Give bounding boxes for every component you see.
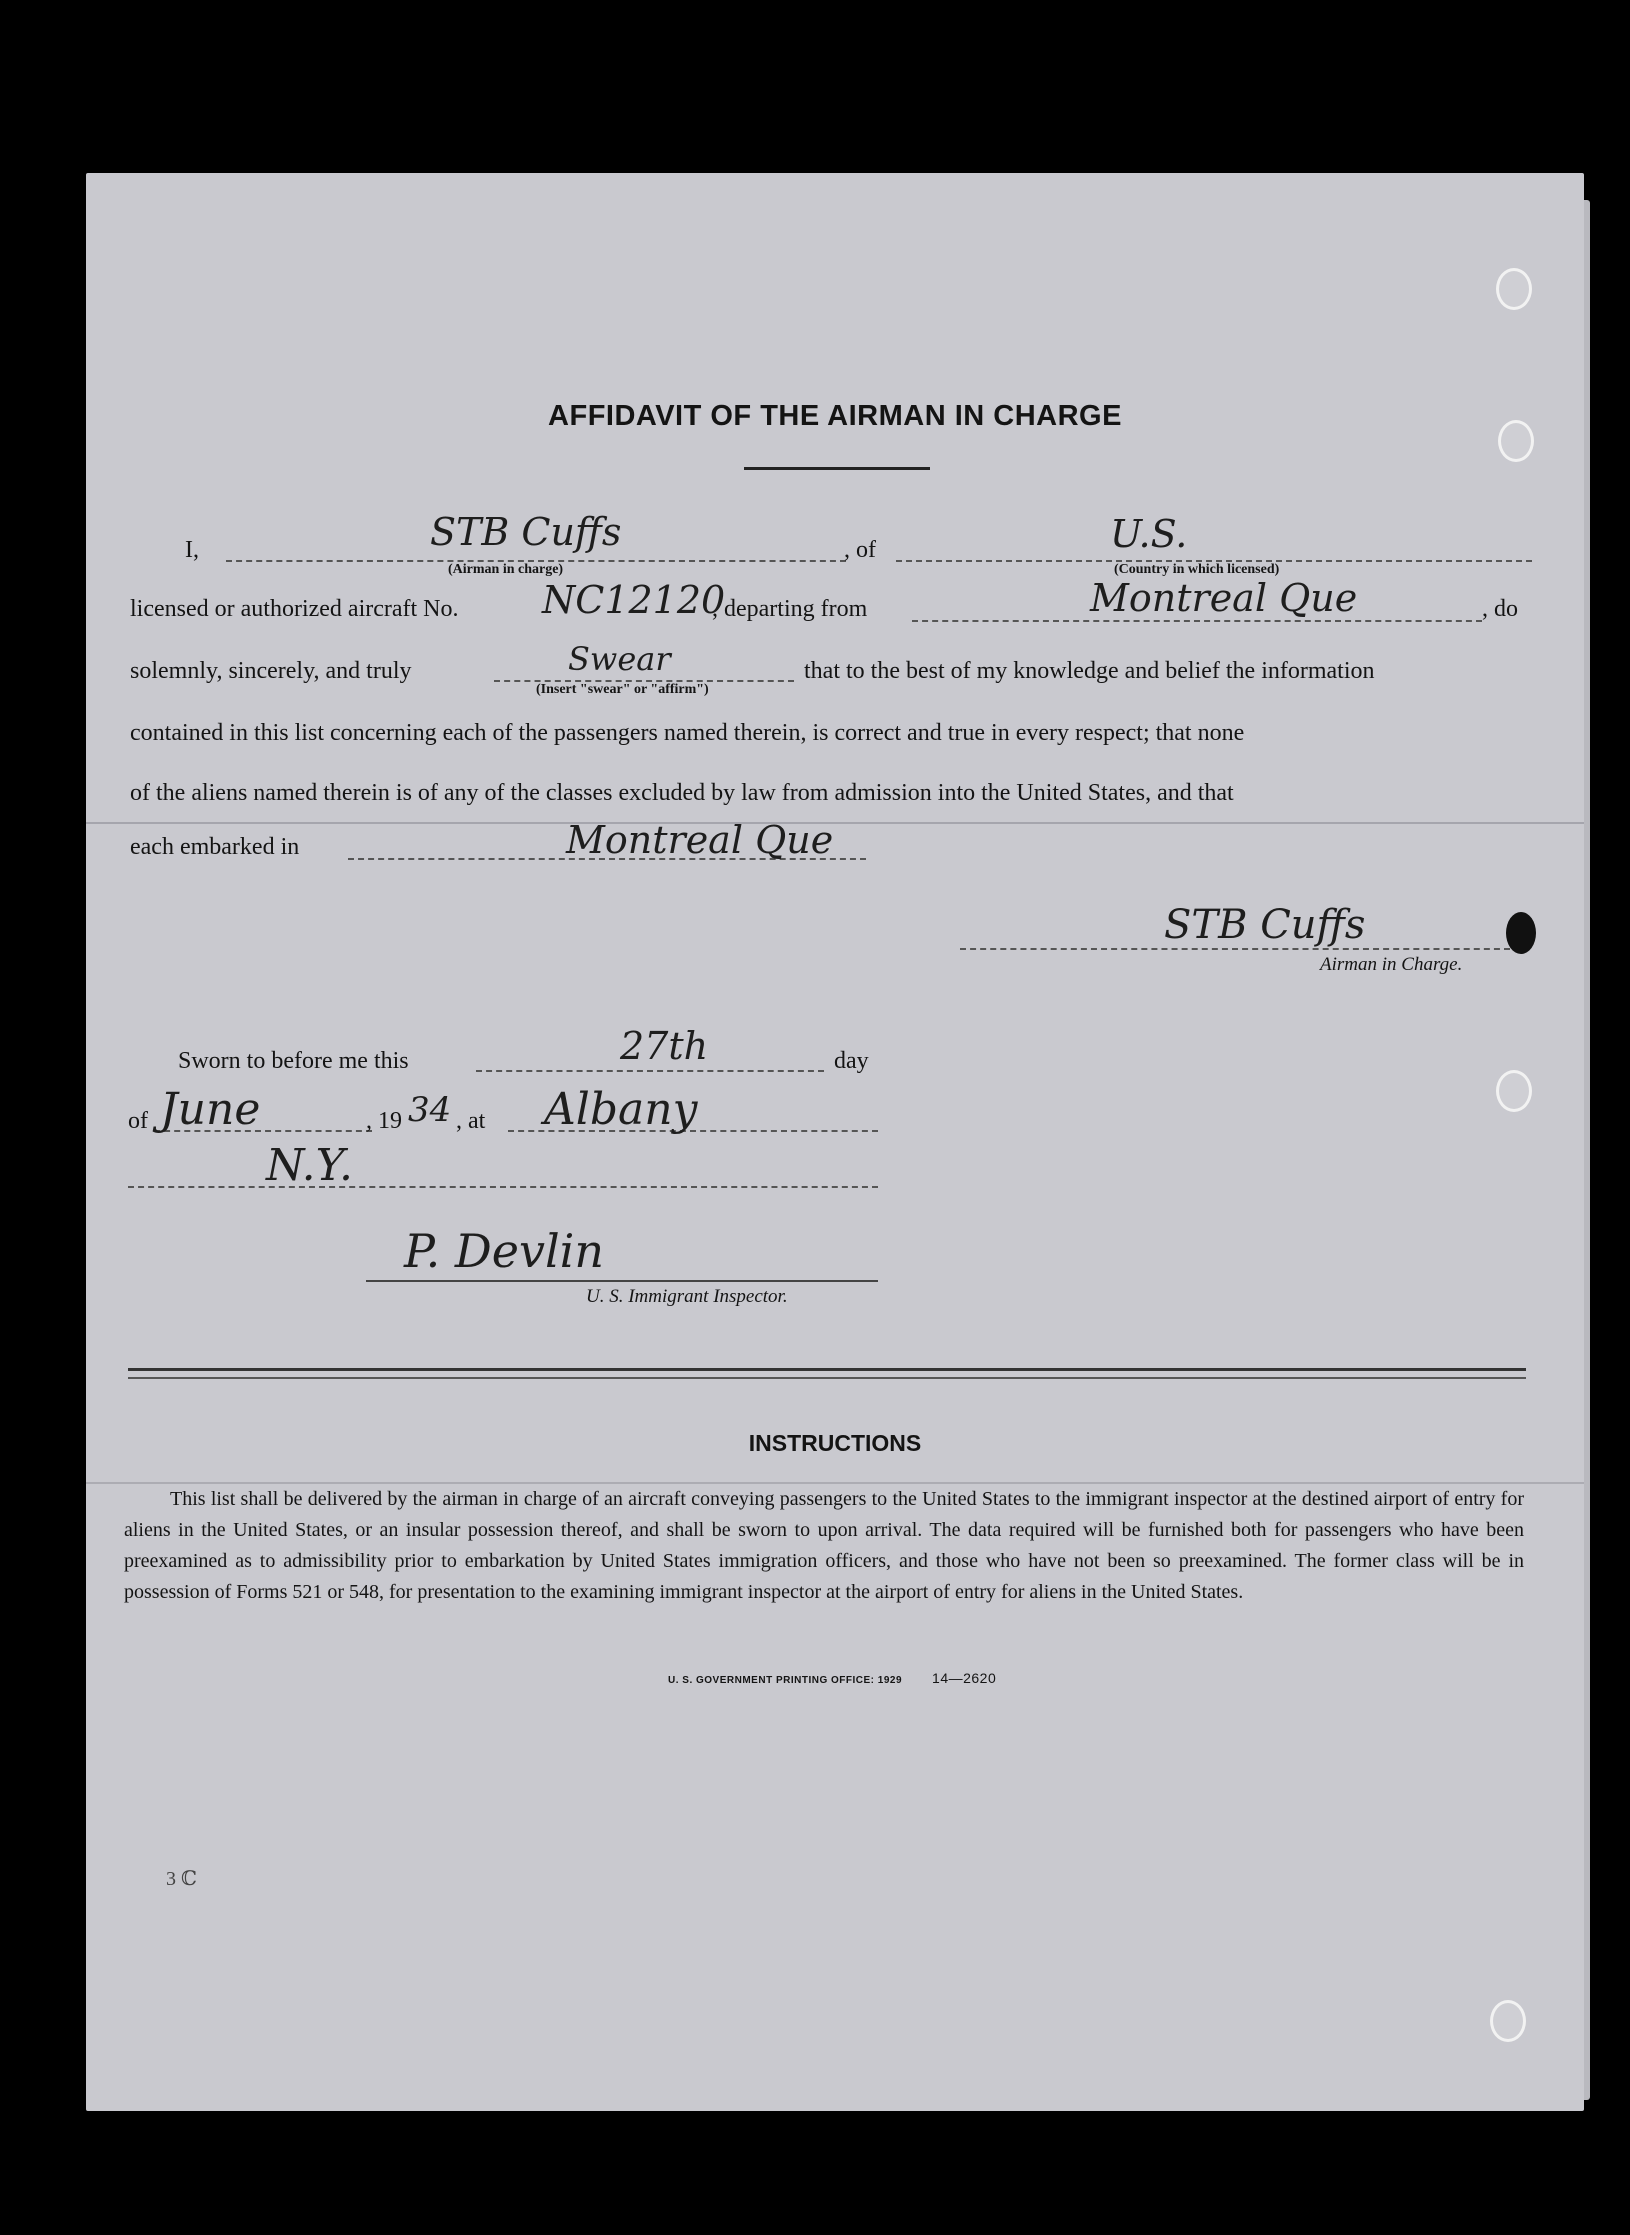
punch-hole — [1496, 1070, 1532, 1112]
punch-hole — [1496, 268, 1532, 310]
year-prefix: , 19 — [366, 1108, 402, 1134]
departing-from-handwritten: Montreal Que — [1090, 576, 1358, 620]
departing-from-blank — [912, 620, 1482, 622]
country-caption: (Country in which licensed) — [1114, 562, 1280, 577]
printer-imprint: U. S. GOVERNMENT PRINTING OFFICE: 1929 — [668, 1675, 903, 1686]
sworn-prefix: Sworn to before me this — [178, 1048, 409, 1074]
inspector-caption: U. S. Immigrant Inspector. — [586, 1286, 788, 1307]
punch-hole — [1490, 2000, 1526, 2042]
line2-suffix: , do — [1482, 596, 1518, 622]
fold-crease — [86, 822, 1584, 824]
airman-name-handwritten: STB Cuffs — [430, 510, 622, 554]
day-handwritten: 27th — [620, 1024, 709, 1068]
aircraft-number-handwritten: NC12120 — [542, 578, 726, 622]
at-label: , at — [456, 1108, 486, 1134]
year-handwritten: 34 — [408, 1090, 452, 1130]
instructions-heading: INSTRUCTIONS — [748, 1430, 922, 1456]
day-blank — [476, 1070, 824, 1072]
place-line2-handwritten: N.Y. — [266, 1140, 354, 1191]
page-title: AFFIDAVIT OF THE AIRMAN IN CHARGE — [548, 400, 1122, 432]
inspector-signature: P. Devlin — [404, 1224, 605, 1278]
inspector-signature-line — [366, 1280, 878, 1282]
instructions-body: This list shall be delivered by the airman in charge of an aircraft conveying passengers to the United States to the immigrant inspector at the destined airport of entry for aliens in the United States, or an insular possession thereof, and shall be sworn to upon arrival. The data required will be furnished both for passengers who have been preexamined as to admissibility prior to embarkation by United States immigration officers, and those who have not been so preexamined. The former class will be in possession of Forms 521 or 548, for presentation to the examining immigrant inspector at the airport of entry for aliens in the United States. — [124, 1488, 1524, 1603]
printing-office-footer — [668, 1670, 996, 1686]
line4: contained in this list concerning each of the passengers named therein, is correct and true in every respect; that none — [130, 720, 1245, 746]
margin-mark: 3 ℂ — [166, 1868, 197, 1890]
country-handwritten: U.S. — [1110, 512, 1188, 556]
line2-prefix: licensed or authorized aircraft No. — [130, 596, 459, 622]
line1-prefix: I, — [185, 537, 199, 563]
oath-caption: (Insert "swear" or "affirm") — [536, 682, 709, 697]
line5: of the aliens named therein is of any of the classes excluded by law from admission into the United States, and that — [130, 780, 1234, 806]
oath-handwritten: Swear — [568, 640, 671, 678]
form-number: 14—2620 — [932, 1670, 997, 1686]
line2-departing: , departing from — [712, 596, 868, 622]
airman-signature-line — [960, 948, 1510, 950]
line3-prefix: solemnly, sincerely, and truly — [130, 658, 412, 684]
month-handwritten: June — [160, 1084, 261, 1135]
line3-suffix: that to the best of my knowledge and belief the information — [804, 658, 1375, 684]
place-line2-blank — [128, 1186, 878, 1188]
airman-signature: STB Cuffs — [1164, 902, 1366, 948]
title-underline — [744, 467, 930, 470]
section-divider — [128, 1368, 1526, 1379]
embarked-in-handwritten: Montreal Que — [566, 818, 834, 862]
line1-of: , of — [844, 537, 876, 563]
place-handwritten: Albany — [544, 1084, 698, 1135]
ink-blot — [1506, 912, 1536, 954]
airman-signature-caption: Airman in Charge. — [1320, 954, 1463, 975]
of-label: of — [128, 1108, 148, 1134]
day-suffix: day — [834, 1048, 869, 1074]
airman-caption: (Airman in charge) — [448, 562, 564, 577]
line6-prefix: each embarked in — [130, 834, 300, 860]
